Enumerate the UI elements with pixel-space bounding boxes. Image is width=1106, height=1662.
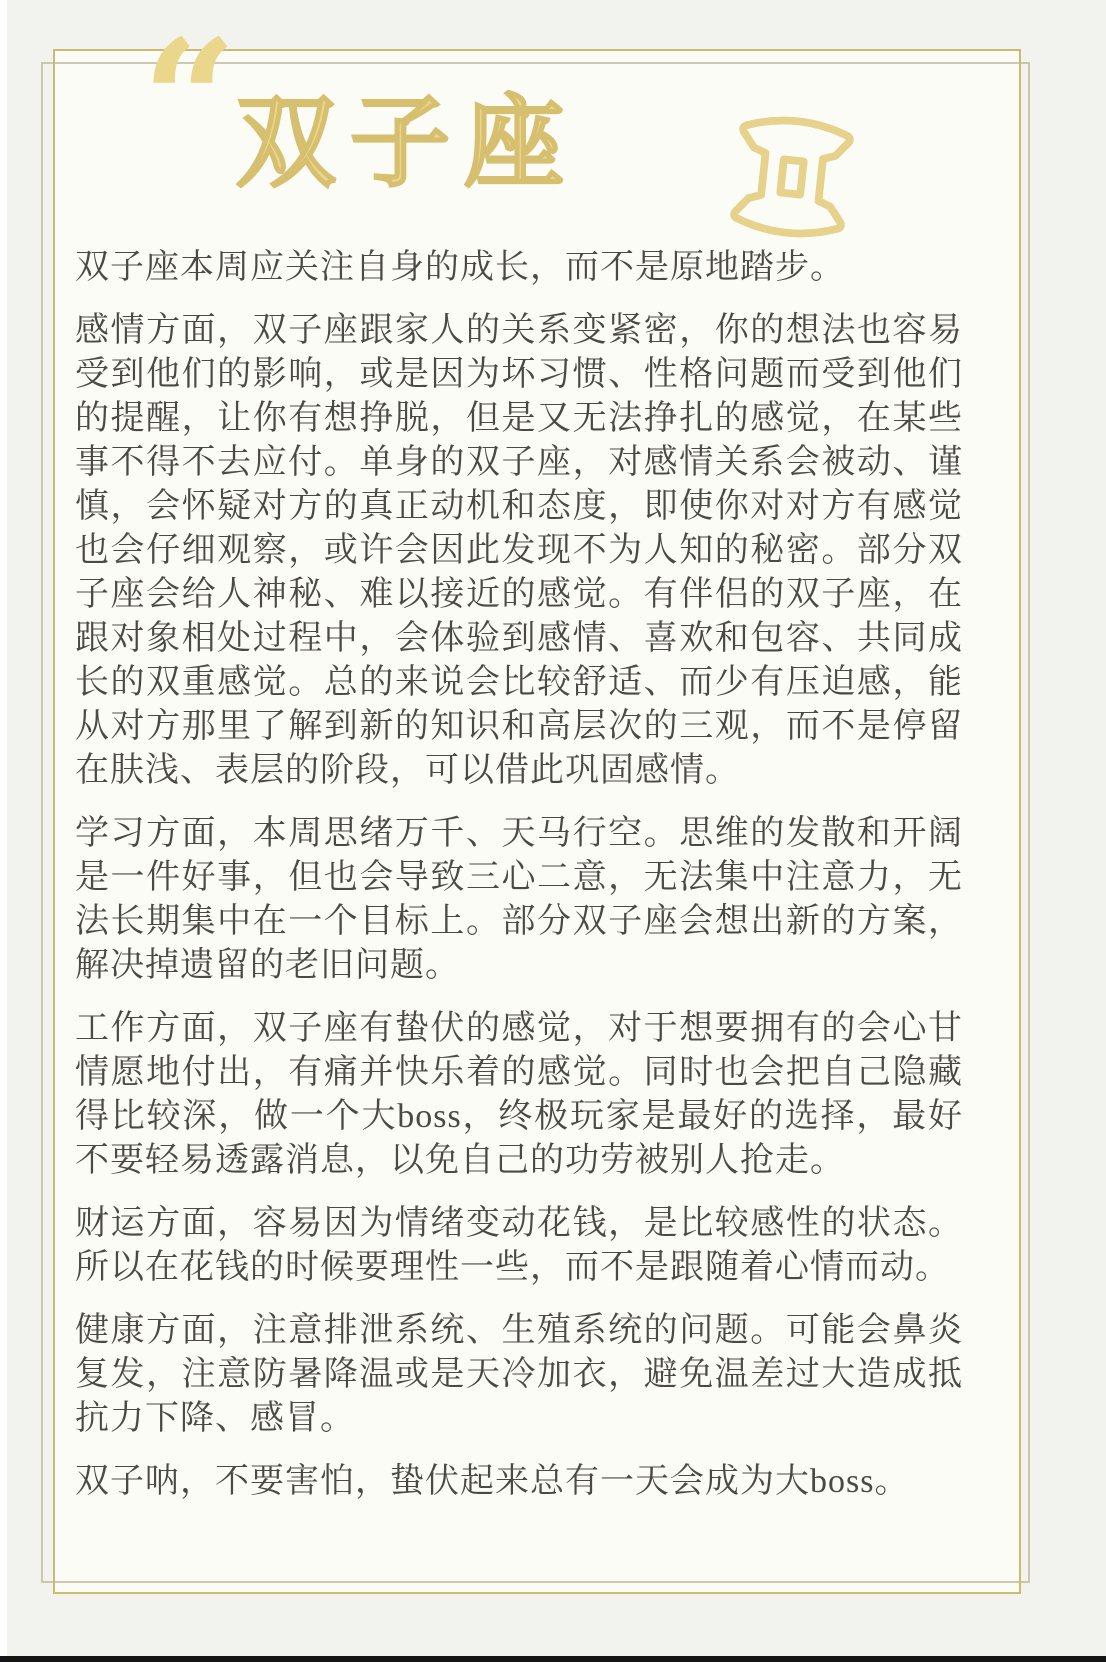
paragraph-wealth: 财运方面，容易因为情绪变动花钱，是比较感性的状态。所以在花钱的时候要理性一些，而不是跟随着心情而动。	[75, 1205, 963, 1286]
left-edge-strip	[0, 0, 7, 1662]
horoscope-text	[75, 246, 963, 1523]
paragraph-health: 健康方面，注意排泄系统、生殖系统的问题。可能会鼻炎复发，注意防暑降温或是天冷加衣，避免温差过大造成抵抗力下降、感冒。	[75, 1312, 963, 1437]
paragraph-love: 感情方面，双子座跟家人的关系变紧密，你的想法也容易受到他们的影响，或是因为坏习惯、性格问题而受到他们的提醒，让你有想挣脱，但是又无法挣扎的感觉，在某些事不得不去应付。单身的双子座，对感情关系会被动、谨慎，会怀疑对方的真正动机和态度，即使你对对方有感觉也会仔细观察，或许会因此发现不为人知的秘密。部分双子座会给人神秘、难以接近的感觉。有伴侣的双子座，在跟对象相处过程中，会体验到感情、喜欢和包容、共同成长的双重感觉。总的来说会比较舒适、而少有压迫感，能从对方那里了解到新的知识和高层次的三观，而不是停留在肤浅、表层的阶段，可以借此巩固感情。	[75, 312, 963, 789]
gemini-symbol-icon	[719, 99, 865, 254]
opening-quote-mark: “	[142, 3, 237, 197]
page-title: 双子座	[236, 84, 578, 201]
paragraph-work: 工作方面，双子座有蛰伏的感觉，对于想要拥有的会心甘情愿地付出，有痛并快乐着的感觉。同时也会把自己隐藏得比较深，做一个大boss，终极玩家是最好的选择，最好不要轻易透露消息，以免自己的功劳被别人抢走。	[75, 1010, 963, 1179]
closing-line: 双子呐，不要害怕，蛰伏起来总有一天会成为大boss。	[75, 1463, 910, 1500]
bottom-edge-bar	[0, 1656, 1106, 1662]
paragraph-study: 学习方面，本周思绪万千、天马行空。思维的发散和开阔是一件好事，但也会导致三心二意，无法集中注意力，无法长期集中在一个目标上。部分双子座会想出新的方案，解决掉遗留的老旧问题。	[75, 815, 963, 984]
intro-line: 双子座本周应关注自身的成长，而不是原地踏步。	[75, 249, 845, 286]
